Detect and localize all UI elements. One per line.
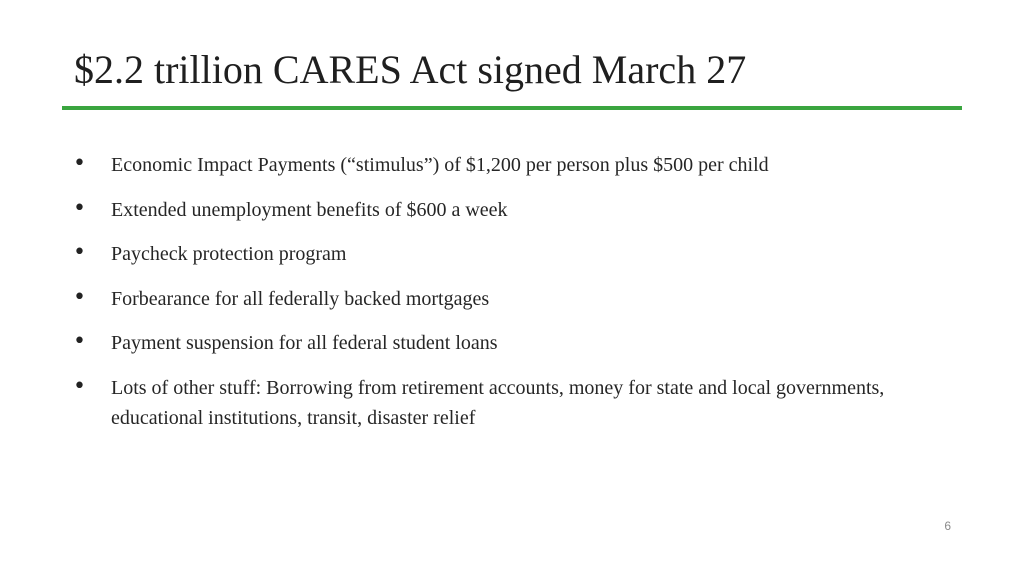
bullet-text: Paycheck protection program: [111, 243, 347, 265]
slide-title: $2.2 trillion CARES Act signed March 27: [74, 47, 747, 92]
list-item: [70, 328, 910, 358]
bullet-dot-icon: •: [73, 373, 86, 399]
bullet-dot-icon: •: [73, 284, 86, 310]
list-item: [70, 373, 910, 433]
list-item: [70, 150, 910, 180]
bullet-dot-icon: •: [73, 151, 86, 176]
bullet-text: Lots of other stuff: Borrowing from retirement accounts, money for state and local governments, educational institutions, transit, disaster relief: [111, 376, 885, 429]
bullet-text: Payment suspension for all federal student loans: [111, 332, 498, 354]
list-item: [70, 195, 910, 225]
bullet-text: Forbearance for all federally backed mortgages: [111, 287, 490, 310]
page-number: 6: [944, 519, 951, 533]
list-item: [70, 239, 910, 269]
bullet-dot-icon: •: [73, 240, 86, 265]
bullet-list: [70, 150, 910, 447]
title-underline: [62, 106, 962, 110]
bullet-text: Extended unemployment benefits of $600 a week: [111, 198, 508, 221]
bullet-dot-icon: •: [73, 329, 86, 354]
bullet-dot-icon: •: [73, 195, 86, 221]
list-item: [70, 284, 910, 314]
bullet-text: Economic Impact Payments (“stimulus”) of $1,200 per person plus $500 per child: [111, 154, 769, 176]
